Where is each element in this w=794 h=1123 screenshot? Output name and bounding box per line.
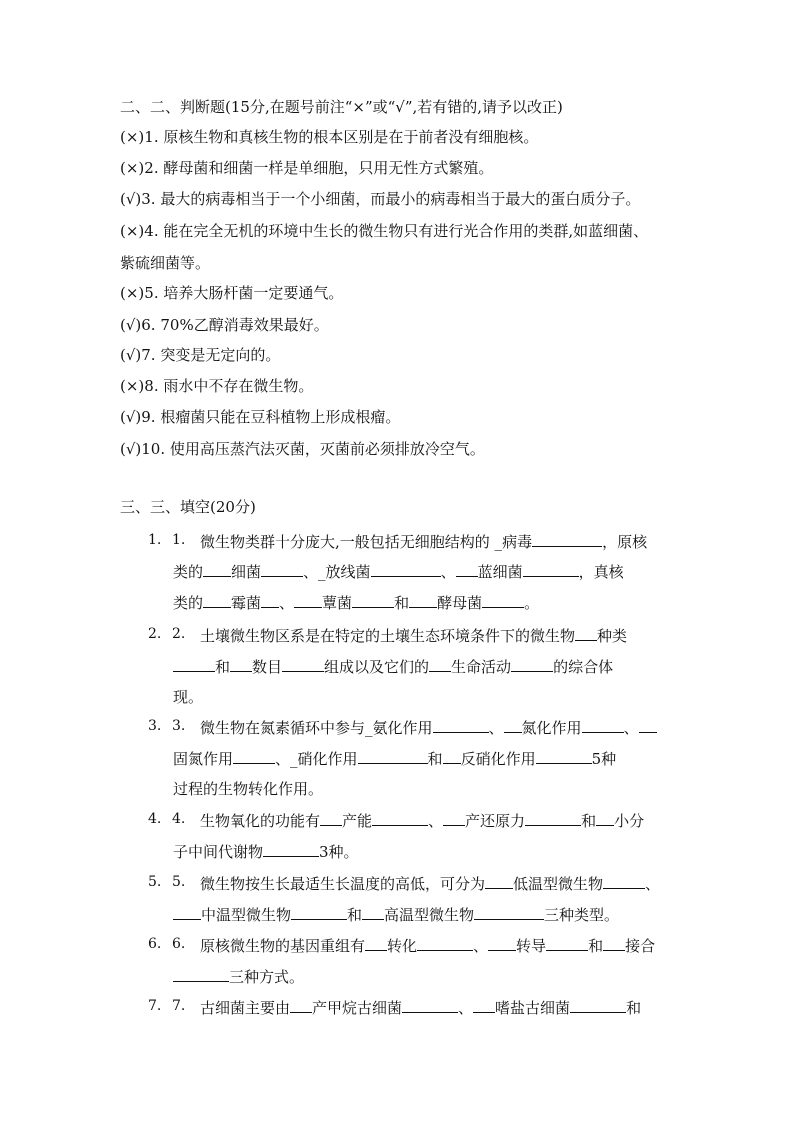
fill-item-4-line-2: 子中间代谢物 3种。 <box>173 840 359 862</box>
fill-item-1-line-3: 类的 霉菌 、 蕈菌 和 酵母菌 。 <box>173 591 539 613</box>
judge-item-10: (√)10. 使用高压蒸汽法灭菌，灭菌前必须排放冷空气。 <box>120 440 485 458</box>
answer: 接合 <box>625 937 656 955</box>
answer: 霉菌 <box>231 594 262 612</box>
judge-item-3: (√)3. 最大的病毒相当于一个小细菌，而最小的病毒相当于最大的蛋白质分子。 <box>120 190 641 208</box>
fill-item-3-line-2: 固氮作用 、_硝化作用 和 反硝化作用 5种 <box>173 747 616 769</box>
fill-item-2-line-2: 和 数目 组成以及它们的 生命活动 的综合体 <box>173 655 613 677</box>
fill-item-3-line-3: 过程的生物转化作用。 <box>173 780 324 798</box>
answer: 种类 <box>597 627 628 645</box>
judge-item-2: (×)2. 酵母菌和细菌一样是单细胞，只用无性方式繁殖。 <box>120 159 494 177</box>
judge-item-4: (×)4. 能在完全无机的环境中生长的微生物只有进行光合作用的类群,如蓝细菌、 <box>120 222 649 240</box>
judge-item-1: (×)1. 原核生物和真核生物的根本区别是在于前者没有细胞核。 <box>120 128 539 146</box>
judge-item-6: (√)6. 70%乙醇消毒效果最好。 <box>120 316 329 334</box>
section-2-title: 二、二、判断题(15分,在题号前注“×”或“√”,若有错的,请予以改正) <box>120 98 563 116</box>
answer: 转化 <box>387 937 418 955</box>
answer: 蓝细菌 <box>477 563 523 581</box>
fill-item-6-line-2: 三种方式。 <box>173 965 304 987</box>
fill-item-5-line-1: 微生物按生长最适生长温度的高低，可分为 低温型微生物 、 <box>200 872 660 894</box>
answer: 氨化作用 <box>372 719 433 737</box>
judge-item-8: (×)8. 雨水中不存在微生物。 <box>120 377 314 395</box>
judge-item-4-continued: 紫硫细菌等。 <box>120 254 211 272</box>
answer: 转导 <box>516 937 547 955</box>
answer: 生命活动 <box>451 658 512 676</box>
answer: 产还原力 <box>465 812 526 830</box>
fill-item-2-line-1: 土壤微生物区系是在特定的土壤生态环境条件下的微生物 种类 <box>200 624 627 646</box>
judge-item-7: (√)7. 突变是无定向的。 <box>120 346 281 364</box>
answer: 产甲烷古细菌 <box>312 999 403 1017</box>
document-page: 二、二、判断题(15分,在题号前注“×”或“√”,若有错的,请予以改正) (×)1. 原核生物和真核生物的根本区别是在于前者没有细胞核。 (×)2. 酵母菌和细菌一样是单细胞，只用无性方式繁殖。 (√)3. 最大的病毒相当于一个小细菌，而最小的病毒相当于最大的蛋白质分子。 (×)4. 能在完全无机的环境中生长的微生物只有进行光合作用的类群,如蓝细菌、 紫硫细菌等。 (×)5. 培养大肠杆菌一定要通气。 (√)6. 70%乙醇消毒效果最好。 (√)7. 突变是无定向的。 (×)8. 雨水中不存在微生物。 (√)9. 根瘤菌只能在豆科植物上形成根瘤。 (√)10. 使用高压蒸汽法灭菌，灭菌前必须排放冷空气。 三、三、填空(20分) 1. 1. 微生物类群十分庞大,一般包括无细胞结构的 _病毒 ，原核 类的 细菌 、_放线菌 、 蓝细菌 ，真核 类的 霉菌 、 蕈菌 和 酵母菌 。 2. 2. 土壤微生物区系是在特定的土壤生态环境条件下的微生物 种类 和 数目 组成以及它们的 生命活动 的综合体 现。 3. 3. 微生物在氮素循环中参与_氨化作用 、 氮化作用 、 固氮作用 、_硝化作用 和 反硝化作用 5种 过程的生物转化作用。 4. 4. 生物氧化的功能有 产能 、 产还原力 和 小分 子中间代谢物 3种。 5. 5. 微生物按生长最适生长温度的高低，可分为 低温型微生物 、 中温型微生物 和 高温型微生物 三种类型。 6. 6. 原核微生物的基因重组有 转化 、 转导 和 接合 三种方式。 7. 7. 古细菌主要由 产甲烷古细菌 、 嗜盐古细菌 和 <box>0 0 794 1123</box>
fill-item-3-line-1: 微生物在氮素循环中参与_氨化作用 、 氮化作用 、 <box>200 716 657 738</box>
fill-item-4-line-1: 生物氧化的功能有 产能 、 产还原力 和 小分 <box>200 809 644 831</box>
answer: 硝化作用 <box>297 750 358 768</box>
section-3-title: 三、三、填空(20分) <box>120 498 256 516</box>
fill-item-7-line-1: 古细菌主要由 产甲烷古细菌 、 嗜盐古细菌 和 <box>200 996 641 1018</box>
answer: 固氮作用 <box>173 750 234 768</box>
answer: 放线菌 <box>325 563 371 581</box>
answer: 中温型微生物 <box>201 906 292 924</box>
answer: 产能 <box>342 812 373 830</box>
answer: 数目 <box>252 658 283 676</box>
answer: 小分 <box>614 812 645 830</box>
answer: 低温型微生物 <box>513 875 604 893</box>
fill-item-5-line-2: 中温型微生物 和 高温型微生物 三种类型。 <box>173 903 619 925</box>
fill-item-1-line-2: 类的 细菌 、_放线菌 、 蓝细菌 ，真核 <box>173 560 624 582</box>
fill-item-6-line-1: 原核微生物的基因重组有 转化 、 转导 和 接合 <box>200 934 655 956</box>
answer: 高温型微生物 <box>384 906 475 924</box>
fill-item-2-line-3: 现。 <box>173 688 204 706</box>
fill-item-1-line-1: 微生物类群十分庞大,一般包括无细胞结构的 _病毒 ，原核 <box>200 530 647 552</box>
answer: 病毒 <box>502 533 533 551</box>
answer: 细菌 <box>231 563 262 581</box>
answer: 嗜盐古细菌 <box>495 999 571 1017</box>
judge-item-5: (×)5. 培养大肠杆菌一定要通气。 <box>120 284 344 302</box>
judge-item-9: (√)9. 根瘤菌只能在豆科植物上形成根瘤。 <box>120 408 401 426</box>
answer: 蕈菌 <box>322 594 353 612</box>
answer: 反硝化作用 <box>460 750 536 768</box>
answer: 氮化作用 <box>521 719 582 737</box>
answer: 酵母菌 <box>437 594 483 612</box>
